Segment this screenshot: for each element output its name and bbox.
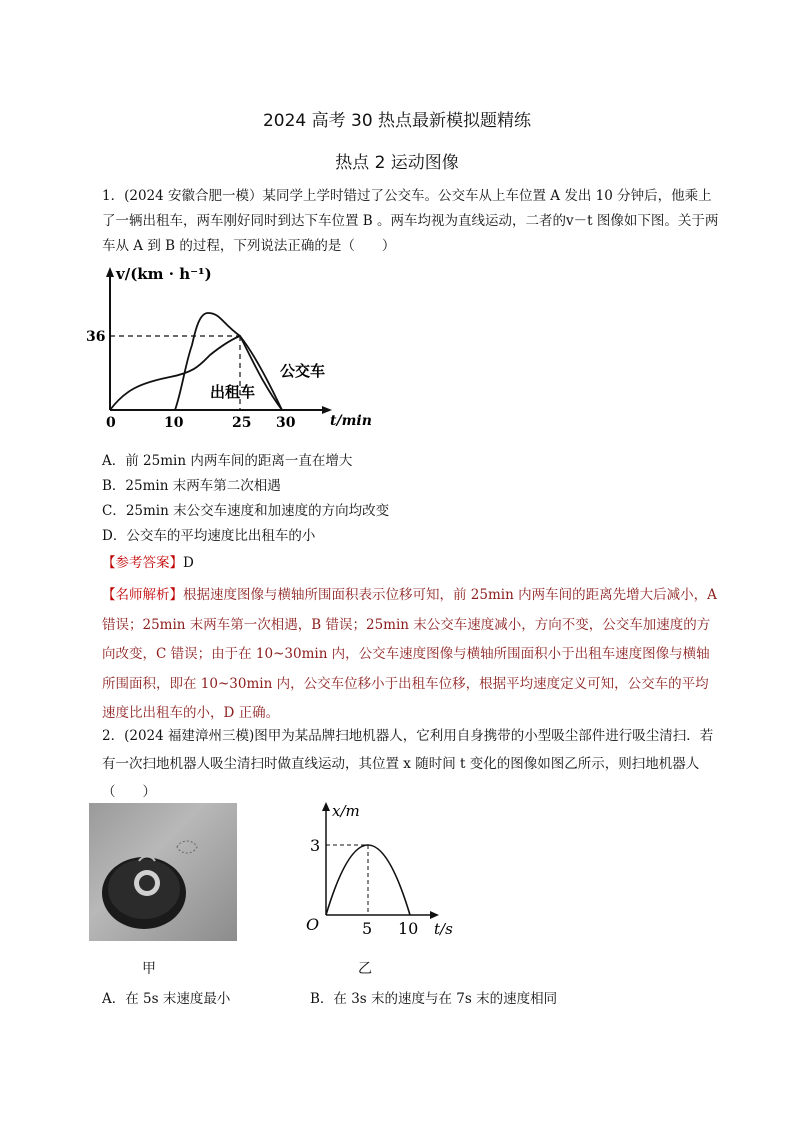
fig1-y-arrow: [106, 267, 114, 277]
document-title: 2024 高考 30 热点最新模拟题精练: [262, 111, 532, 131]
fig1-x-tick-30: 30: [276, 415, 296, 431]
fig1-x-tick-0: 0: [106, 415, 116, 431]
answer-value: D: [183, 555, 194, 571]
fig1-x-tick-10: 10: [164, 415, 184, 431]
fig1-x-axis-label: t/min: [330, 413, 372, 429]
question-2-xt-graph: [300, 800, 470, 945]
fig1-y-tick-36: 36: [86, 329, 106, 345]
analysis-label: 【名师解析】: [102, 587, 183, 603]
fig2-y-axis-label: x/m: [332, 802, 360, 820]
fig2-x-axis-label: t/s: [434, 920, 453, 938]
caption-yi: 乙: [358, 961, 372, 977]
fig2-y-arrow: [322, 802, 330, 811]
fig1-taxi-label: 出租车: [210, 383, 256, 401]
question-2-option-b: B．在 3s 末的速度与在 7s 末的速度相同: [310, 991, 558, 1007]
fig2-x-arrow: [430, 911, 439, 919]
robot-vacuum-icon: [89, 803, 237, 941]
document-subtitle: 热点 2 运动图像: [335, 153, 459, 173]
fig2-y-tick-3: 3: [310, 836, 321, 855]
caption-jia: 甲: [142, 961, 156, 977]
analysis-text: 根据速度图像与横轴所围面积表示位移可知，前 25min 内两车间的距离先增大后减小，A 错误；25min 末两车第一次相遇，B 错误；25min 末公交车速度减小，方向不变，公交车加速度的方向改变，C 错误；由于在 10~30min 内，公交车速度图像与横轴所围面积小于出租车速度图像与横轴所围面积，即在 10~30min 内，公交车位移小于出租车位移，根据平均速度定义可知，公交车的平均速度比出租车的小，D 正确。: [102, 587, 717, 721]
question-1-stem: 1．(2024 安徽合肥一模）某同学上学时错过了公交车。公交车从上车位置 A 发出 10 分钟后，他乘上了一辆出租车，两车刚好同时到达下车位置 B 。两车均视为直线运动，二者的v－t 图像如下图。关于两车从 A 到 B 的过程，下列说法正确的是（ ）: [102, 188, 719, 254]
question-1-option-a: A．前 25min 内两车间的距离一直在增大: [102, 453, 353, 469]
fig1-x-tick-25: 25: [232, 415, 252, 431]
question-1-analysis: [102, 581, 722, 729]
fig1-bus-curve: [110, 336, 282, 410]
robot-vacuum-photo: [89, 803, 237, 941]
fig2-x-tick-10: 10: [398, 919, 419, 938]
fig1-y-axis-label: v/(km · h⁻¹): [116, 265, 212, 283]
question-2-stem: 2．(2024 福建漳州三模)图甲为某品牌扫地机器人，它利用自身携带的小型吸尘部件进行吸尘清扫．若有一次扫地机器人吸尘清扫时做直线运动，其位置 x 随时间 t 变化的图像如图乙所示，则扫地机器人（ ）: [102, 728, 714, 800]
question-1-option-d: D．公交车的平均速度比出租车的小: [102, 528, 316, 544]
question-2-option-a: A．在 5s 末速度最小: [102, 991, 231, 1007]
fig2-origin: O: [306, 915, 320, 934]
fig2-x-tick-5: 5: [362, 919, 373, 938]
question-1-answer: [102, 551, 194, 571]
question-1-vt-graph: [86, 265, 380, 435]
question-1-option-c: C．25min 末公交车速度和加速度的方向均改变: [102, 503, 390, 519]
answer-label: 【参考答案】: [102, 555, 183, 571]
fig1-bus-label: 公交车: [280, 362, 326, 380]
question-1-option-b: B．25min 末两车第二次相遇: [102, 478, 281, 494]
